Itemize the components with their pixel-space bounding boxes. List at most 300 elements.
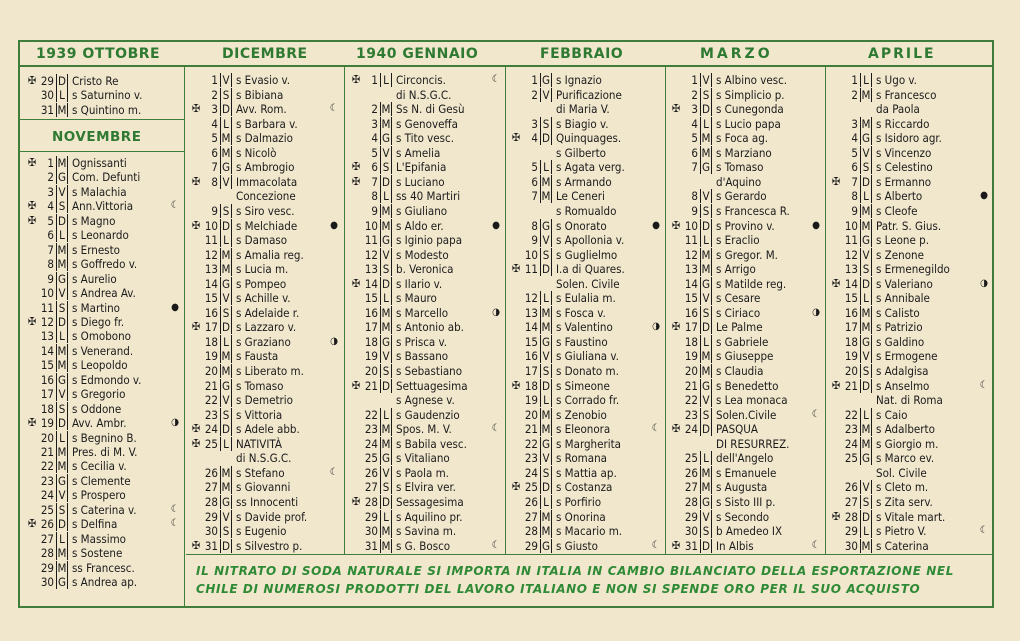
day-row <box>830 422 990 436</box>
saint-name: Avv. Ambr. <box>72 416 127 431</box>
weekday-letter: M <box>861 538 871 553</box>
saint-name: s Amalia reg. <box>236 247 304 262</box>
moon-phase-icon: ◑ <box>980 277 988 289</box>
weekday-letter: V <box>56 488 68 502</box>
day-number: 7 <box>531 189 538 204</box>
saint-name: s Ignazio <box>556 73 602 87</box>
holy-day-cross-icon: ✠ <box>831 378 841 392</box>
saint-name: NATIVITÀ <box>236 436 282 451</box>
saint-name: s Giuseppe <box>716 349 774 364</box>
saint-name: Solen. Civile <box>556 276 620 291</box>
weekday-letter: M <box>221 364 231 378</box>
day-number: 20 <box>364 364 378 378</box>
day-row <box>830 160 990 174</box>
holy-day-cross-icon: ✠ <box>191 436 201 450</box>
day-row <box>510 160 662 174</box>
weekday-letter: S <box>220 306 232 320</box>
day-row <box>670 510 822 524</box>
day-number: 25 <box>524 480 538 495</box>
saint-name: Circoncis. <box>396 73 446 87</box>
weekday-letter: D <box>220 539 232 553</box>
day-number: 20 <box>40 430 54 445</box>
weekday-letter: L <box>56 329 68 343</box>
saint-name: s Cesare <box>716 291 761 306</box>
day-row <box>670 495 822 509</box>
saint-name: s Nicolò <box>236 145 277 160</box>
day-number: 5 <box>371 145 378 160</box>
day-number: 21 <box>204 378 218 393</box>
day-row <box>26 243 181 257</box>
day-row <box>830 117 990 131</box>
day-number: 13 <box>364 262 378 277</box>
day-number: 30 <box>844 538 858 553</box>
weekday-letter: D <box>860 510 872 524</box>
day-number: 16 <box>364 305 378 320</box>
day-row <box>350 437 502 451</box>
saint-name: dell'Angelo <box>716 451 774 466</box>
day-row <box>510 102 662 116</box>
weekday-letter: D <box>56 214 68 228</box>
saint-name: Nat. di Roma <box>876 393 943 408</box>
saint-name: Ognissanti <box>72 156 127 170</box>
day-number: 7 <box>211 160 218 175</box>
saint-name: s Foca ag. <box>716 131 769 146</box>
weekday-letter: M <box>861 87 871 102</box>
day-row <box>190 73 340 87</box>
day-row <box>26 228 181 242</box>
day-row <box>830 495 990 509</box>
holy-day-cross-icon: ✠ <box>191 218 201 232</box>
day-row <box>26 431 181 445</box>
day-row <box>350 379 502 393</box>
day-row <box>830 539 990 553</box>
saint-name: In Albis <box>716 538 754 553</box>
weekday-letter: G <box>701 276 711 291</box>
weekday-letter: M <box>541 189 551 204</box>
day-row <box>830 233 990 247</box>
weekday-letter: D <box>700 539 712 553</box>
saint-name: Com. Defunti <box>72 170 141 185</box>
weekday-letter: M <box>221 131 231 146</box>
weekday-letter: M <box>57 343 67 358</box>
holy-day-cross-icon: ✠ <box>671 320 681 334</box>
day-row <box>830 480 990 494</box>
weekday-letter: M <box>221 247 231 262</box>
day-number: 6 <box>371 160 378 175</box>
weekday-letter: S <box>860 364 872 378</box>
weekday-letter: D <box>700 219 712 233</box>
weekday-letter: S <box>700 204 712 218</box>
moon-phase-icon: ☾ <box>170 200 179 212</box>
day-row <box>190 248 340 262</box>
day-number: 2 <box>371 102 378 117</box>
saint-name: s Andrea ap. <box>72 575 138 590</box>
saint-name: s Secondo <box>716 509 770 524</box>
day-number: 31 <box>40 102 54 117</box>
weekday-letter: M <box>57 102 67 117</box>
day-number: 27 <box>40 531 54 546</box>
day-row <box>350 291 502 305</box>
weekday-letter: M <box>57 257 67 272</box>
weekday-letter: L <box>540 291 552 305</box>
weekday-letter: D <box>860 277 872 291</box>
day-number: 29 <box>40 560 54 575</box>
saint-name: s Cunegonda <box>716 102 784 117</box>
weekday-letter: L <box>540 393 552 407</box>
saint-name: s Gregor. M. <box>716 247 778 262</box>
day-row <box>26 517 181 531</box>
weekday-letter: M <box>861 320 871 335</box>
day-row <box>830 466 990 480</box>
day-number: 3 <box>691 102 698 117</box>
saint-name: da Paola <box>876 102 920 117</box>
moon-phase-icon: ◑ <box>812 306 820 318</box>
day-row <box>26 199 181 213</box>
weekday-letter: G <box>541 218 551 233</box>
day-row <box>26 103 181 117</box>
day-row <box>830 349 990 363</box>
day-row <box>670 320 822 334</box>
weekday-letter: V <box>860 146 872 160</box>
weekday-letter: S <box>540 248 552 262</box>
day-row <box>830 320 990 334</box>
weekday-letter: D <box>540 480 552 494</box>
day-number: 23 <box>524 451 538 466</box>
weekday-letter: M <box>541 422 551 437</box>
saint-name: s Lazzaro v. <box>236 320 297 335</box>
weekday-letter: M <box>57 445 67 459</box>
saint-name: s Fosca v. <box>556 305 606 320</box>
saint-name: s Modesto <box>396 247 449 262</box>
weekday-letter: L <box>220 233 232 247</box>
day-number: 11 <box>364 233 378 248</box>
weekday-letter: D <box>220 320 232 334</box>
saint-name: s Aquilino pr. <box>396 509 463 524</box>
saint-name: s Giusto <box>556 538 598 553</box>
saint-name: s Cleto m. <box>876 480 929 495</box>
day-number: 30 <box>40 88 54 103</box>
day-row <box>670 160 822 174</box>
day-row <box>510 189 662 203</box>
header-rule <box>18 65 994 67</box>
saint-name: s Zita serv. <box>876 494 933 509</box>
day-number: 23 <box>364 422 378 437</box>
column-divider <box>344 65 345 554</box>
day-row <box>510 88 662 102</box>
day-number: 25 <box>364 451 378 466</box>
weekday-letter: S <box>860 262 872 276</box>
saint-name: s Gabriele <box>716 334 769 349</box>
moon-phase-icon: ☾ <box>811 539 820 551</box>
day-row <box>670 306 822 320</box>
day-number: 16 <box>524 349 538 364</box>
day-number: 23 <box>684 407 698 422</box>
saint-name: s Massimo <box>72 531 127 546</box>
holy-day-cross-icon: ✠ <box>27 199 37 213</box>
weekday-letter: V <box>380 248 392 262</box>
saint-name: s Silvestro p. <box>236 538 303 553</box>
saint-name: s Eugenio <box>236 524 287 539</box>
day-row <box>830 408 990 422</box>
day-row <box>26 170 181 184</box>
weekday-letter: M <box>381 203 391 218</box>
weekday-letter: M <box>861 436 871 451</box>
day-row <box>350 233 502 247</box>
day-number: 9 <box>691 203 698 218</box>
day-row <box>350 146 502 160</box>
saint-name: s Galdino <box>876 334 925 349</box>
day-row <box>350 393 502 407</box>
day-number: 29 <box>40 74 54 88</box>
weekday-letter: M <box>541 305 551 320</box>
saint-name: s Francesca R. <box>716 203 790 218</box>
day-row <box>26 416 181 430</box>
day-row <box>190 466 340 480</box>
day-row <box>510 437 662 451</box>
saint-name: s Demetrio <box>236 393 293 408</box>
day-row <box>190 131 340 145</box>
day-row <box>26 344 181 358</box>
saint-name: s Barbara v. <box>236 116 298 131</box>
day-number: 23 <box>204 407 218 422</box>
saint-name: s Simplicio p. <box>716 87 785 102</box>
day-row <box>26 74 181 88</box>
saint-name: s Agata verg. <box>556 160 625 175</box>
weekday-letter: D <box>700 422 712 436</box>
day-number: 13 <box>684 262 698 277</box>
weekday-letter: V <box>540 451 552 465</box>
day-row <box>190 539 340 553</box>
day-row <box>510 539 662 553</box>
saint-name: s Valeriano <box>876 276 933 291</box>
day-number: 15 <box>204 291 218 306</box>
saint-name: s Valentino <box>556 320 613 335</box>
saint-name: Sessagesima <box>396 494 464 509</box>
weekday-letter: V <box>860 480 872 494</box>
weekday-letter: L <box>56 228 68 242</box>
weekday-letter: D <box>860 175 872 189</box>
day-row <box>510 393 662 407</box>
day-row <box>670 539 822 553</box>
day-number: 2 <box>851 87 858 102</box>
saint-name: s Emanuele <box>716 465 777 480</box>
day-number: 26 <box>844 480 858 495</box>
day-number: 8 <box>851 189 858 204</box>
saint-name: ss Francesc. <box>72 560 135 575</box>
day-row <box>670 146 822 160</box>
weekday-letter: G <box>221 378 231 393</box>
weekday-letter: S <box>700 306 712 320</box>
day-number: 10 <box>684 218 698 233</box>
saint-name: s Liberato m. <box>236 364 304 378</box>
weekday-letter: V <box>380 146 392 160</box>
nitrate-notice <box>186 554 994 608</box>
day-row <box>510 422 662 436</box>
day-row <box>830 73 990 87</box>
day-row <box>670 204 822 218</box>
weekday-letter: G <box>381 233 391 248</box>
holy-day-cross-icon: ✠ <box>351 73 361 86</box>
day-number: 17 <box>204 320 218 335</box>
weekday-letter: G <box>861 131 871 146</box>
weekday-letter: M <box>381 320 391 335</box>
weekday-letter: V <box>380 466 392 480</box>
moon-phase-icon: ◑ <box>492 306 500 318</box>
day-row <box>510 219 662 233</box>
day-row <box>670 335 822 349</box>
day-row <box>350 495 502 509</box>
day-number: 6 <box>851 160 858 175</box>
saint-name: s Oddone <box>72 401 122 416</box>
weekday-letter: M <box>57 156 67 170</box>
day-row <box>26 387 181 401</box>
saint-name: s Marcello <box>396 305 449 320</box>
moon-phase-icon: ☾ <box>979 525 988 537</box>
day-row <box>510 306 662 320</box>
saint-name: s Saturnino v. <box>72 88 143 103</box>
saint-name: s Martino <box>72 300 121 315</box>
weekday-letter: V <box>540 349 552 363</box>
weekday-letter: G <box>861 451 871 466</box>
saint-name: s Dalmazio <box>236 131 293 146</box>
weekday-letter: V <box>56 286 68 300</box>
day-row <box>830 102 990 116</box>
weekday-letter: V <box>860 248 872 262</box>
saint-name: s Antonio ab. <box>396 320 464 335</box>
day-number: 28 <box>204 494 218 509</box>
weekday-letter: S <box>56 301 68 315</box>
day-row <box>350 117 502 131</box>
saint-name: s Lucia m. <box>236 262 289 277</box>
day-row <box>510 131 662 145</box>
day-number: 21 <box>364 378 378 393</box>
day-row <box>350 480 502 494</box>
weekday-letter: V <box>540 233 552 247</box>
day-number: 27 <box>364 480 378 495</box>
day-number: 17 <box>684 320 698 335</box>
november-rule-top <box>18 119 184 120</box>
saint-name: s Paola m. <box>396 465 449 480</box>
saint-name: s Caterina v. <box>72 502 137 517</box>
day-number: 12 <box>524 291 538 306</box>
weekday-letter: G <box>381 334 391 349</box>
weekday-letter: M <box>57 242 67 257</box>
weekday-letter: M <box>701 364 711 378</box>
day-number: 25 <box>844 451 858 466</box>
holy-day-cross-icon: ✠ <box>351 494 361 508</box>
day-row <box>670 248 822 262</box>
saint-name: s Gaudenzio <box>396 407 460 422</box>
day-row <box>510 73 662 87</box>
day-number: 13 <box>204 262 218 277</box>
weekday-letter: V <box>220 393 232 407</box>
day-number: 8 <box>531 218 538 233</box>
weekday-letter: V <box>220 291 232 305</box>
day-number: 20 <box>844 364 858 378</box>
saint-name: I.a di Quares. <box>556 262 625 277</box>
saint-name: s Goffredo v. <box>72 257 138 272</box>
weekday-letter: L <box>540 160 552 174</box>
day-row <box>830 219 990 233</box>
weekday-letter: M <box>57 546 67 561</box>
day-row <box>350 219 502 233</box>
day-number: 28 <box>524 524 538 539</box>
weekday-letter: D <box>540 379 552 393</box>
weekday-letter: M <box>381 538 391 553</box>
weekday-letter: L <box>380 189 392 203</box>
header-march: MARZO <box>700 46 773 62</box>
day-number: 7 <box>691 160 698 175</box>
weekday-letter: V <box>860 349 872 363</box>
day-number: 25 <box>204 436 218 451</box>
weekday-letter: D <box>380 175 392 189</box>
day-number: 24 <box>524 465 538 480</box>
day-row <box>510 451 662 465</box>
day-number: 16 <box>40 372 54 387</box>
saint-name: s Donato m. <box>556 364 619 378</box>
saint-name: s Benedetto <box>716 378 779 393</box>
saint-name: s Delfina <box>72 517 118 532</box>
day-row <box>350 248 502 262</box>
day-number: 30 <box>684 524 698 539</box>
saint-name: di N.S.G.C. <box>236 451 292 466</box>
holy-day-cross-icon: ✠ <box>831 276 841 290</box>
day-number: 18 <box>684 334 698 349</box>
saint-name: s Zenone <box>876 247 924 262</box>
day-row <box>26 185 181 199</box>
saint-name: L'Epifania <box>396 160 447 175</box>
saint-name: Avv. Rom. <box>236 102 287 117</box>
moon-phase-icon: ☾ <box>651 539 660 551</box>
day-row <box>350 408 502 422</box>
weekday-letter: M <box>701 131 711 146</box>
day-number: 1 <box>531 73 538 87</box>
day-row <box>350 306 502 320</box>
column-divider <box>825 65 826 554</box>
day-number: 5 <box>851 145 858 160</box>
holy-day-cross-icon: ✠ <box>831 509 841 523</box>
saint-name: s Gerardo <box>716 189 767 204</box>
weekday-letter: D <box>220 219 232 233</box>
weekday-letter: M <box>701 465 711 480</box>
weekday-letter: M <box>381 436 391 451</box>
weekday-letter: D <box>860 379 872 393</box>
day-number: 2 <box>47 170 54 185</box>
day-row <box>830 262 990 276</box>
moon-phase-icon: ● <box>171 301 179 313</box>
day-row <box>670 131 822 145</box>
day-number: 1 <box>851 73 858 87</box>
weekday-letter: D <box>220 102 232 116</box>
day-number: 24 <box>364 436 378 451</box>
day-number: 15 <box>364 291 378 306</box>
saint-name: s Guglielmo <box>556 247 618 262</box>
saint-name: s Leonardo <box>72 228 129 243</box>
saint-name: s Apollonia v. <box>556 233 625 248</box>
moon-phase-icon: ● <box>980 190 988 202</box>
day-number: 16 <box>844 305 858 320</box>
day-number: 30 <box>40 575 54 590</box>
day-number: 15 <box>684 291 698 306</box>
day-row <box>510 320 662 334</box>
saint-name: s Isidoro agr. <box>876 131 942 146</box>
saint-name: Patr. S. Gius. <box>876 218 942 233</box>
weekday-letter: M <box>701 145 711 160</box>
day-number: 27 <box>204 480 218 495</box>
weekday-letter: L <box>700 117 712 131</box>
saint-name: s Aldo er. <box>396 218 444 233</box>
weekday-letter: M <box>221 145 231 160</box>
